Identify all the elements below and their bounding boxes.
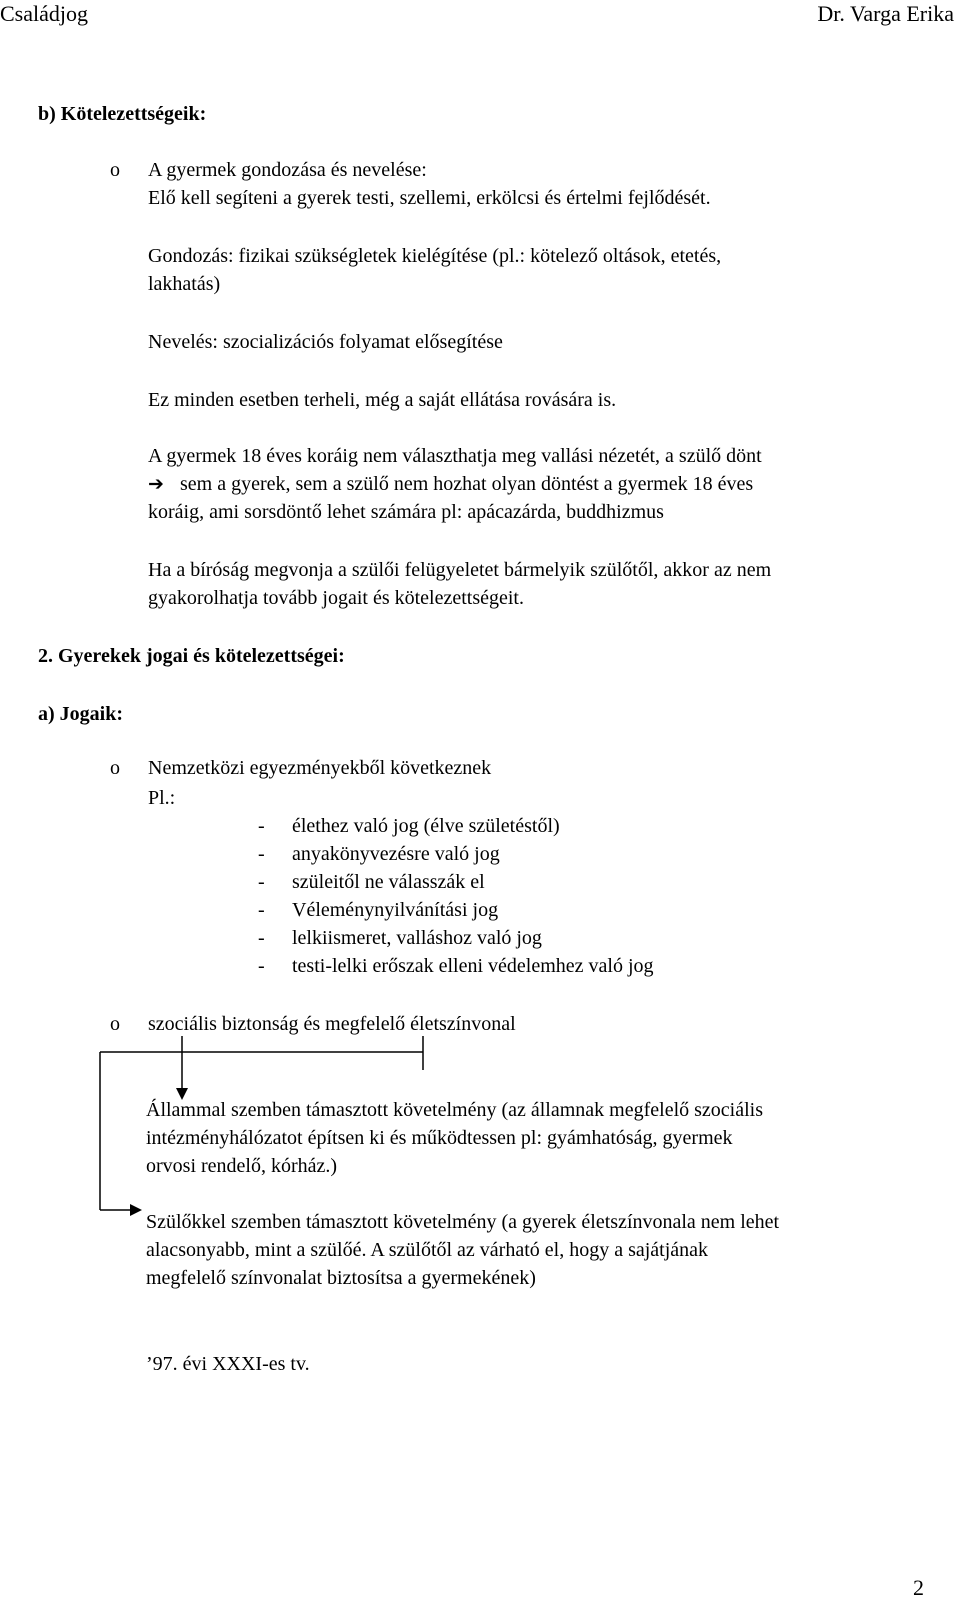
text-line: Elő kell segíteni a gyerek testi, szellemi, erkölcsi és értelmi fejlődését. (148, 187, 711, 209)
list-dash: - (258, 871, 265, 893)
text-line: alacsonyabb, mint a szülőé. A szülőtől az várható el, hogy a sajátjának (146, 1239, 709, 1261)
list-dash: - (258, 955, 265, 977)
text-line: Ha a bíróság megvonja a szülői felügyeletet bármelyik szülőtől, akkor az nem (148, 559, 772, 581)
header-left: Családjog (0, 1, 88, 26)
text-line: lakhatás) (148, 273, 221, 295)
list-item: szüleitől ne válasszák el (292, 871, 485, 893)
text-line: sem a gyerek, sem a szülő nem hozhat olyan döntést a gyermek 18 éves (180, 473, 754, 495)
pl-label: Pl.: (148, 787, 176, 809)
text-line: Szülőkkel szemben támasztott követelmény (a gyerek életszínvonala nem lehet (146, 1211, 780, 1233)
text-line: orvosi rendelő, kórház.) (146, 1155, 338, 1177)
bullet-nemzetkozi: Nemzetközi egyezményekből következnek (148, 757, 492, 779)
bullet-gondozas-neveles: A gyermek gondozása és nevelése: (148, 159, 427, 181)
section-b-heading: b) Kötelezettségeik: (38, 103, 207, 125)
list-item: Véleménynyilvánítási jog (292, 899, 499, 921)
section-2-heading: 2. Gyerekek jogai és kötelezettségei: (38, 645, 345, 667)
bullet-marker: o (110, 1013, 120, 1035)
list-item: lelkiismeret, valláshoz való jog (292, 927, 542, 949)
list-dash: - (258, 843, 265, 865)
arrow-right-icon (130, 1204, 142, 1216)
bullet-marker: o (110, 159, 120, 181)
arrow-icon: ➔ (148, 473, 164, 495)
section-a-heading: a) Jogaik: (38, 703, 123, 725)
header-right: Dr. Varga Erika (817, 1, 954, 26)
text-line: koráig, ami sorsdöntő lehet számára pl: apácazárda, buddhizmus (148, 501, 664, 523)
text-line: Állammal szemben támasztott követelmény (az államnak megfelelő szociális (146, 1099, 763, 1121)
page-number: 2 (913, 1575, 924, 1600)
text-line: A gyermek 18 éves koráig nem választhatja meg vallási nézetét, a szülő dönt (148, 445, 762, 467)
bullet-szocialis: szociális biztonság és megfelelő életszínvonal (148, 1013, 516, 1035)
text-line: megfelelő színvonalat biztosítsa a gyermekének) (146, 1267, 536, 1289)
text-line: Nevelés: szocializációs folyamat elősegítése (148, 331, 503, 353)
text-line: Ez minden esetben terheli, még a saját ellátása rovására is. (148, 389, 617, 411)
law-reference: ’97. évi XXXI-es tv. (146, 1353, 310, 1375)
list-item: testi-lelki erőszak elleni védelemhez való jog (292, 955, 654, 977)
text-line: intézményhálózatot építsen ki és működtessen pl: gyámhatóság, gyermek (146, 1127, 733, 1149)
bullet-marker: o (110, 757, 120, 779)
list-item: anyakönyvezésre való jog (292, 843, 500, 865)
list-item: élethez való jog (élve születéstől) (292, 815, 560, 837)
list-dash: - (258, 815, 265, 837)
text-line: gyakorolhatja tovább jogait és kötelezettségeit. (148, 587, 524, 609)
list-dash: - (258, 927, 265, 949)
text-line: Gondozás: fizikai szükségletek kielégítése (pl.: kötelező oltások, etetés, (148, 245, 722, 267)
list-dash: - (258, 899, 265, 921)
